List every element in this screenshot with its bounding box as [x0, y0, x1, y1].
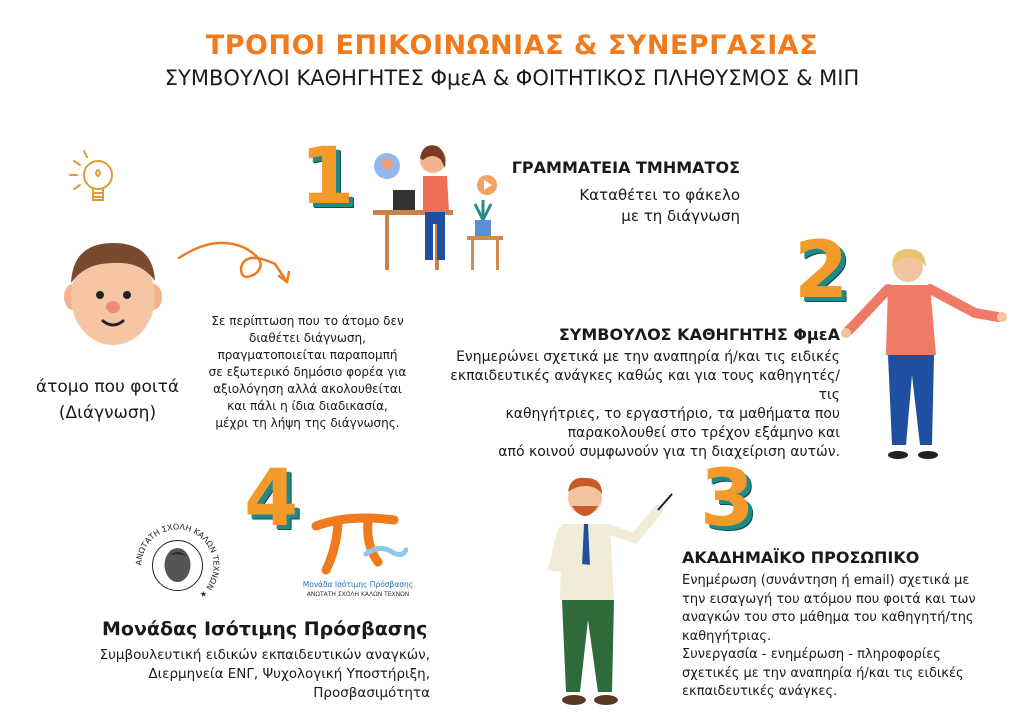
step4-line: Προσβασιμότητα: [313, 685, 430, 701]
step-number-4: 4: [244, 454, 299, 544]
school-seal-logo: [130, 518, 225, 613]
step3-line: Συνεργασία - ενημέρωση - πληροφορίες: [682, 647, 941, 662]
student-label-line2: (Διάγνωση): [58, 403, 157, 423]
step1-text: [520, 185, 740, 227]
step4-text: [40, 646, 430, 703]
step4-heading: Μονάδας Ισότιμης Πρόσβασης: [102, 618, 428, 640]
step3-line: αναγκών του στο μάθημα του καθηγητή/της: [682, 610, 974, 625]
unit-logo-line2: ΑΝΩΤΑΤΗ ΣΧΟΛΗ ΚΑΛΩΝ ΤΕΧΝΩΝ: [306, 591, 410, 598]
page-title: ΤΡΟΠΟΙ ΕΠΙΚΟΙΝΩΝΙΑΣ & ΣΥΝΕΡΓΑΣΙΑΣ: [205, 30, 819, 61]
unit-pi-logo: [308, 510, 408, 580]
referral-line: μέχρι τη λήψη της διάγνωσης.: [215, 416, 400, 430]
referral-note: [195, 313, 420, 432]
step4-line: Διερμηνεία ΕΝΓ, Ψυχολογική Υποστήριξη,: [148, 666, 430, 682]
curved-arrow-icon: [175, 236, 295, 306]
student-avatar: [55, 235, 170, 350]
step2-line: Ενημερώνει σχετικά με την αναπηρία ή/και τις ειδικές: [456, 349, 840, 365]
unit-logo-line1: Μονάδα Ισότιμης Πρόσβασης: [302, 580, 414, 589]
academic-staff-illustration: [540, 470, 680, 715]
step2-text: [430, 348, 840, 462]
student-label-line1: άτομο που φοιτά: [35, 377, 180, 397]
step2-line: παρακολουθεί στο τρέχον εξάμηνο και: [567, 425, 840, 441]
advisor-illustration: [840, 245, 1010, 470]
step4-line: Συμβουλευτική ειδικών εκπαιδευτικών αναγκών,: [99, 647, 430, 663]
referral-line: Σε περίπτωση που το άτομο δεν: [211, 314, 404, 328]
step2-line: καθηγήτριες, το εργαστήριο, τα μαθήματα που: [505, 406, 840, 422]
referral-line: σε εξωτερικό δημόσιο φορέα για: [208, 365, 407, 379]
referral-line: και πάλι η ίδια διαδικασία,: [227, 399, 388, 413]
step2-heading: ΣΥΜΒΟΥΛΟΣ ΚΑΘΗΓΗΤΗΣ ΦμεΑ: [558, 325, 840, 344]
step1-line: Καταθέτει το φάκελο: [579, 186, 740, 204]
unit-logo-caption: [296, 580, 420, 600]
step3-line: εκπαιδευτικές ανάγκες.: [682, 684, 838, 699]
referral-line: διαθέτει διάγνωση,: [249, 331, 366, 345]
svg-text:ΑΝΩΤΑΤΗ ΣΧΟΛΗ ΚΑΛΩΝ ΤΕΧΝΩΝ ★: ΑΝΩΤΑΤΗ ΣΧΟΛΗ ΚΑΛΩΝ ΤΕΧΝΩΝ ★: [134, 522, 221, 600]
step1-heading: ΓΡΑΜΜΑΤΕΙΑ ΤΜΗΜΑΤΟΣ: [511, 158, 740, 177]
lightbulb-icon: [60, 145, 130, 220]
student-label: [20, 374, 195, 426]
page-subtitle: ΣΥΜΒΟΥΛΟΙ ΚΑΘΗΓΗΤΕΣ ΦμεΑ & ΦΟΙΤΗΤΙΚΟΣ ΠΛΗΘΥΣΜΟΣ & ΜΙΠ: [164, 66, 860, 90]
step2-line: εκπαιδευτικές ανάγκες καθώς και για τους καθηγητές/τις: [450, 368, 840, 403]
referral-line: αξιολόγηση αλλά ακολουθείται: [213, 382, 402, 396]
step3-heading: ΑΚΑΔΗΜΑΪΚΟ ΠΡΟΣΩΠΙΚΟ: [682, 548, 920, 567]
step2-line: από κοινού συμφωνούν για τη διαχείριση αυτών.: [498, 444, 840, 460]
step3-line: την εισαγωγή του ατόμου που φοιτά και των: [682, 591, 976, 607]
step-number-1: 1: [300, 132, 355, 222]
step1-line: με τη διάγνωση: [621, 207, 740, 225]
step3-text: [682, 572, 1002, 702]
step-number-3: 3: [700, 454, 755, 544]
step3-line: σχετικές με την αναπηρία ή/και τις ειδικές: [682, 665, 964, 681]
step3-line: Ενημέρωση (συνάντηση ή email) σχετικά με: [682, 573, 970, 588]
step3-line: καθηγήτριας.: [682, 628, 772, 644]
step-number-2: 2: [794, 226, 849, 316]
referral-line: πραγματοποιείται παραπομπή: [217, 348, 398, 362]
